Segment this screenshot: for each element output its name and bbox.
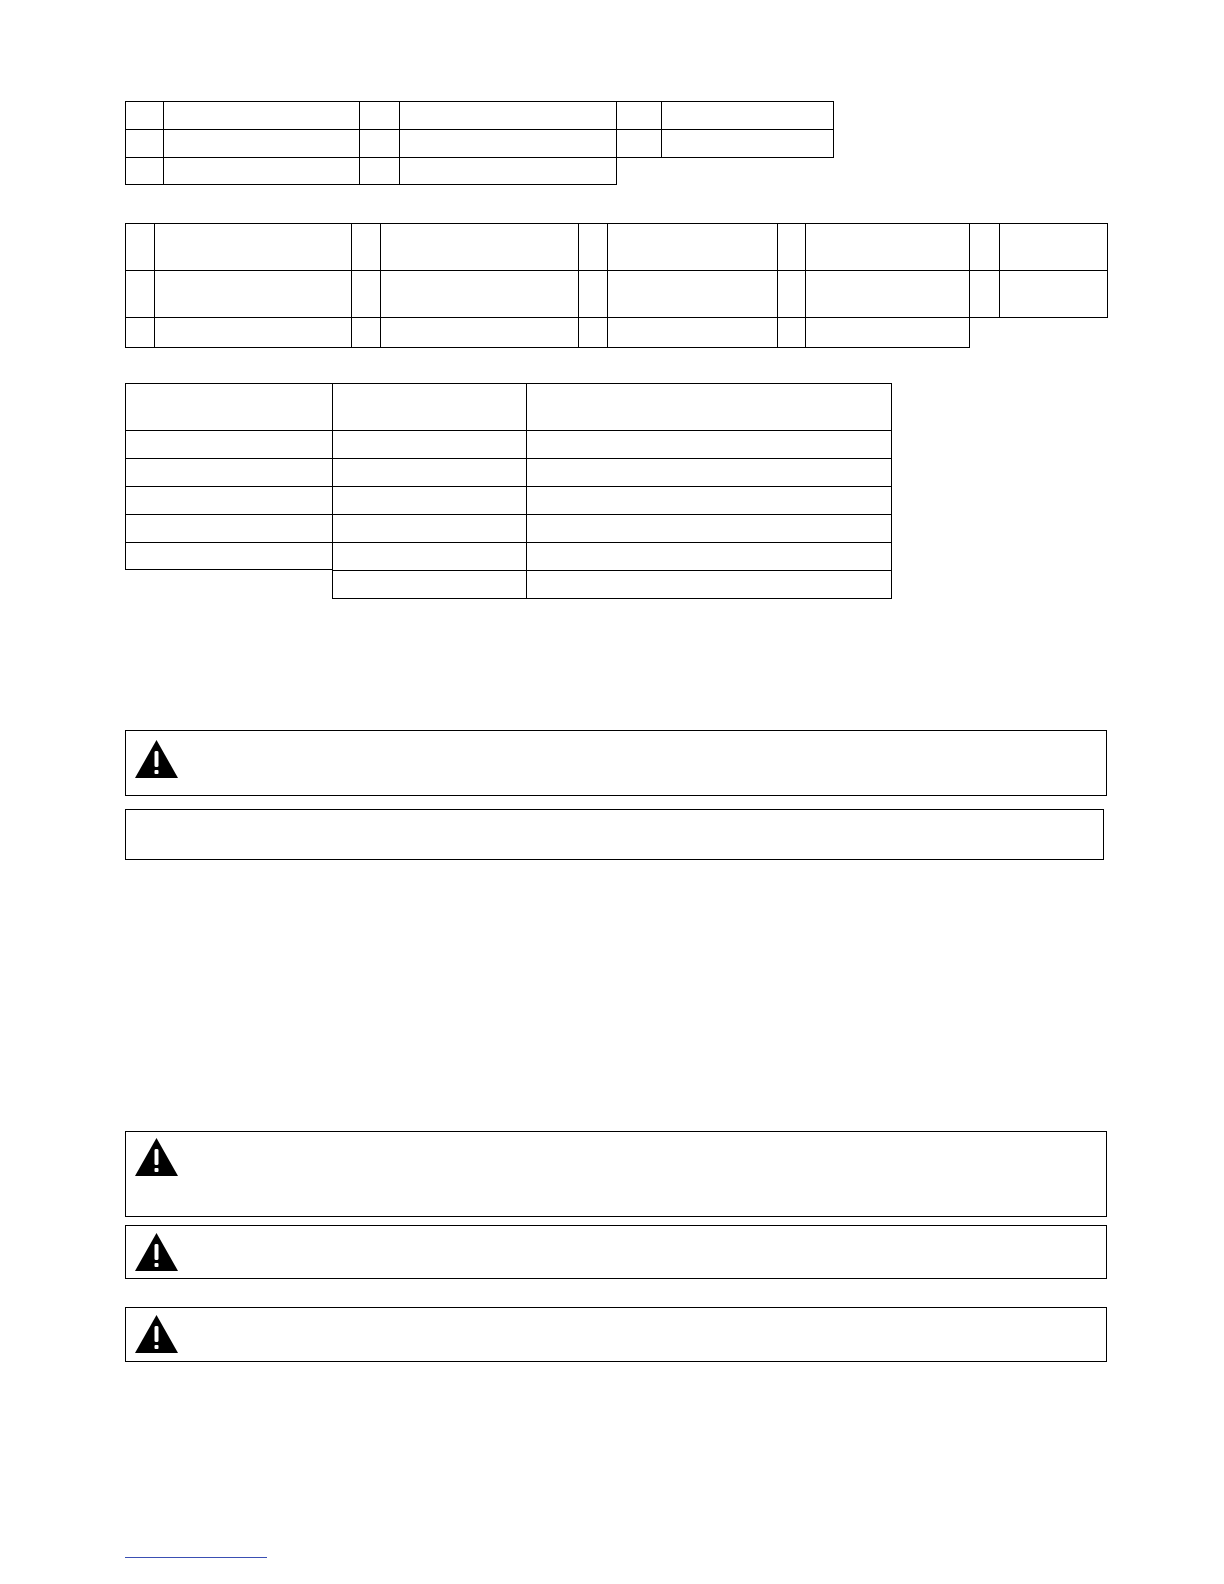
table-cell (526, 458, 892, 487)
table-header-cell (125, 383, 333, 431)
table-cell (526, 486, 892, 515)
table-cell (125, 317, 155, 348)
table-cell (526, 570, 892, 599)
table-cell (526, 514, 892, 543)
table-cell (163, 129, 360, 158)
table-cell (332, 430, 527, 459)
table-cell (399, 129, 617, 158)
table-cell (661, 101, 834, 130)
table-cell (777, 317, 806, 348)
footnote-separator (125, 1557, 267, 1558)
table-cell (163, 101, 360, 130)
table-cell (332, 514, 527, 543)
table-cell (969, 223, 1000, 271)
table-cell (125, 223, 155, 271)
table-cell (578, 270, 608, 318)
warning-triangle-icon (134, 1137, 179, 1177)
table-cell (351, 317, 381, 348)
table-cell (154, 270, 352, 318)
table-cell (359, 157, 400, 185)
warning-box-1 (125, 730, 1107, 796)
table-cell (359, 101, 400, 130)
table-cell (380, 223, 579, 271)
warning-triangle-icon (134, 1314, 179, 1354)
table-cell (125, 430, 333, 459)
table-cell (526, 430, 892, 459)
table-cell (351, 270, 381, 318)
table-cell (154, 317, 352, 348)
table-cell (999, 270, 1108, 318)
table-cell (125, 486, 333, 515)
table-cell (805, 317, 970, 348)
table-cell (999, 223, 1108, 271)
table-cell (125, 129, 164, 158)
table-cell (154, 223, 352, 271)
table-cell (125, 514, 333, 543)
table-cell (332, 542, 527, 571)
warning-triangle-icon (134, 1232, 179, 1272)
table-header-cell (332, 383, 527, 431)
table-cell (163, 157, 360, 185)
table-cell (125, 458, 333, 487)
table-cell (125, 157, 164, 185)
table-cell (380, 317, 579, 348)
table-cell (661, 129, 834, 158)
table-cell (777, 270, 806, 318)
table-cell (332, 486, 527, 515)
table-cell (399, 157, 617, 185)
table-cell (526, 542, 892, 571)
table-cell (359, 129, 400, 158)
table-header-cell (526, 383, 892, 431)
table-cell (969, 270, 1000, 318)
table-cell (332, 458, 527, 487)
warning-triangle-icon (134, 739, 179, 779)
note-box-1 (125, 809, 1104, 860)
table-cell (805, 270, 970, 318)
table-cell (578, 223, 608, 271)
warning-box-4 (125, 1307, 1107, 1362)
table-cell (125, 270, 155, 318)
warning-box-2 (125, 1131, 1107, 1217)
table-cell (607, 317, 778, 348)
table-cell (125, 101, 164, 130)
table-cell (616, 101, 662, 130)
table-cell (805, 223, 970, 271)
warning-box-3 (125, 1225, 1107, 1279)
table-cell (351, 223, 381, 271)
table-cell (616, 129, 662, 158)
table-cell (380, 270, 579, 318)
table-cell (607, 223, 778, 271)
table-cell (578, 317, 608, 348)
table-cell (399, 101, 617, 130)
table-cell (332, 570, 527, 599)
table-cell (607, 270, 778, 318)
table-cell (125, 542, 333, 570)
table-cell (777, 223, 806, 271)
